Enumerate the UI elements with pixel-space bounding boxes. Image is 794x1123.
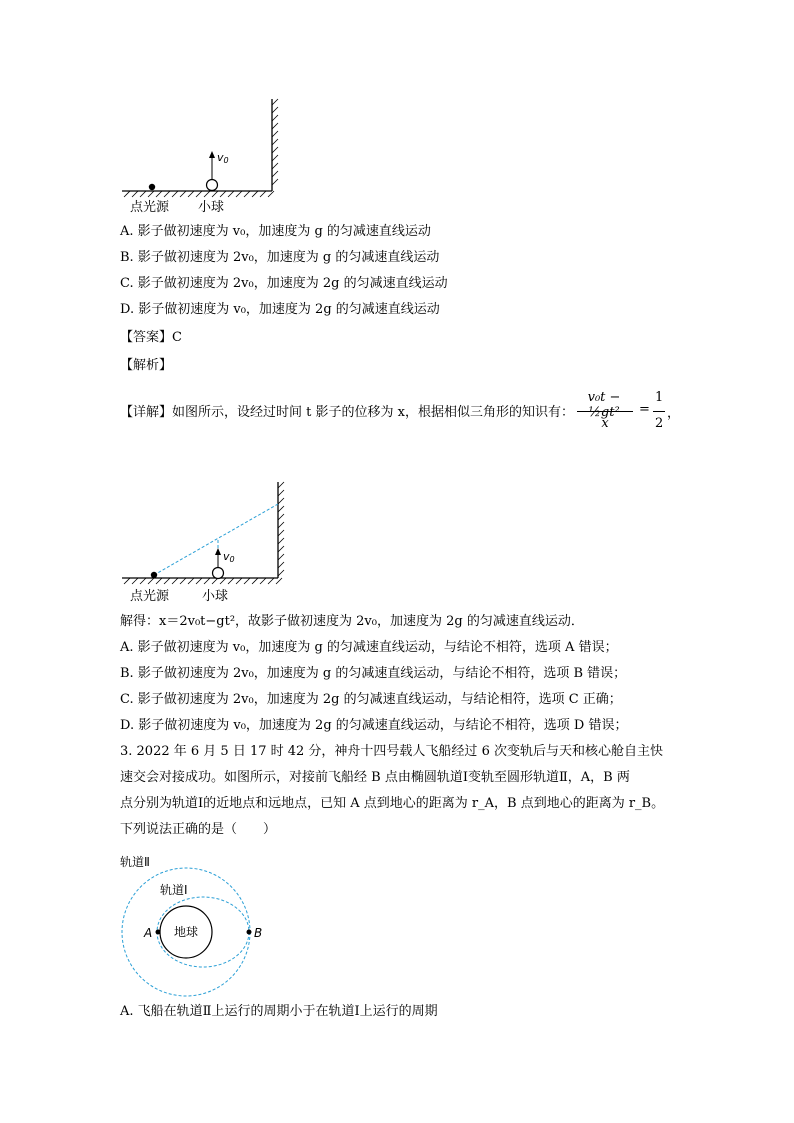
v0-label: v0 [217, 151, 229, 165]
detail-text: 【详解】如图所示，设经过时间 t 影子的位移为 x，根据相似三角形的知识有： [120, 405, 574, 420]
equation-equals: = [639, 402, 650, 417]
equation-rhs-numerator: 1 [655, 390, 664, 405]
evaluation-a: A. 影子做初速度为 v₀，加速度为 g 的匀减速直线运动，与结论不相符，选项 A 错误； [120, 640, 618, 655]
question3-line3: 点分别为轨道Ⅰ的近地点和远地点，已知 A 点到地心的距离为 r_A，B 点到地心的距离为 r_B。 [120, 796, 665, 811]
label-light-source: 点光源 [130, 589, 170, 604]
label-orbit-1: 轨道Ⅰ [160, 883, 188, 897]
evaluation-b: B. 影子做初速度为 2v₀，加速度为 g 的匀减速直线运动，与结论不相符，选项 B 错误； [120, 666, 627, 681]
similar-triangle-equation [577, 380, 681, 450]
question3-line1: 3. 2022 年 6 月 5 日 17 时 42 分，神舟十四号载人飞船经过 6 次变轨后与天和核心舱自主快 [120, 744, 663, 759]
equation-rhs-denominator: 2 [655, 416, 664, 431]
light-source-dot [151, 572, 157, 578]
equation-denominator: x [601, 416, 609, 431]
answer: 【答案】C [120, 330, 182, 345]
light-source-dot [149, 184, 155, 190]
figure-shadow-geometry [118, 478, 298, 608]
equation-comma: ， [667, 406, 681, 421]
ball-circle [207, 180, 218, 191]
figure-shadow-setup [118, 95, 288, 215]
option-d: D. 影子做初速度为 v₀，加速度为 2g 的匀减速直线运动 [120, 302, 440, 317]
option-c: C. 影子做初速度为 2v₀，加速度为 2g 的匀减速直线运动 [120, 276, 448, 291]
label-ball: 小球 [198, 200, 225, 215]
figure-orbits [118, 852, 278, 1002]
evaluation-d: D. 影子做初速度为 v₀，加速度为 2g 的匀减速直线运动，与结论不相符，选项 D 错误； [120, 718, 628, 733]
label-orbit-2: 轨道Ⅱ [120, 855, 150, 869]
label-earth: 地球 [174, 925, 199, 939]
analysis-title: 【解析】 [120, 358, 173, 373]
label-ball: 小球 [202, 589, 229, 604]
v0-label: v0 [223, 550, 235, 564]
q3-option-a: A. 飞船在轨道Ⅱ上运行的周期小于在轨道Ⅰ上运行的周期 [120, 1004, 438, 1019]
evaluation-c: C. 影子做初速度为 2v₀，加速度为 2g 的匀减速直线运动，与结论相符，选项 C 正确； [120, 692, 622, 707]
question3-line2: 速交会对接成功。如图所示，对接前飞船经 B 点由椭圆轨道Ⅰ变轨至圆形轨道Ⅱ，A，B 两 [120, 770, 630, 785]
equation-numerator: v₀t − ½gt² [587, 390, 621, 420]
solution-text: 解得：x＝2v₀t−gt²，故影子做初速度为 2v₀，加速度为 2g 的匀减速直线运动． [120, 614, 584, 629]
option-a: A. 影子做初速度为 v₀，加速度为 g 的匀减速直线运动 [120, 224, 431, 239]
label-point-a: A [144, 926, 153, 940]
ball-circle [213, 568, 224, 579]
point-b-dot [247, 930, 252, 935]
question3-line4: 下列说法正确的是（ ） [120, 822, 277, 837]
option-b: B. 影子做初速度为 2v₀，加速度为 g 的匀减速直线运动 [120, 250, 440, 265]
point-a-dot [156, 930, 161, 935]
light-ray [154, 504, 278, 575]
label-point-b: B [254, 926, 263, 940]
label-light-source: 点光源 [130, 200, 170, 215]
